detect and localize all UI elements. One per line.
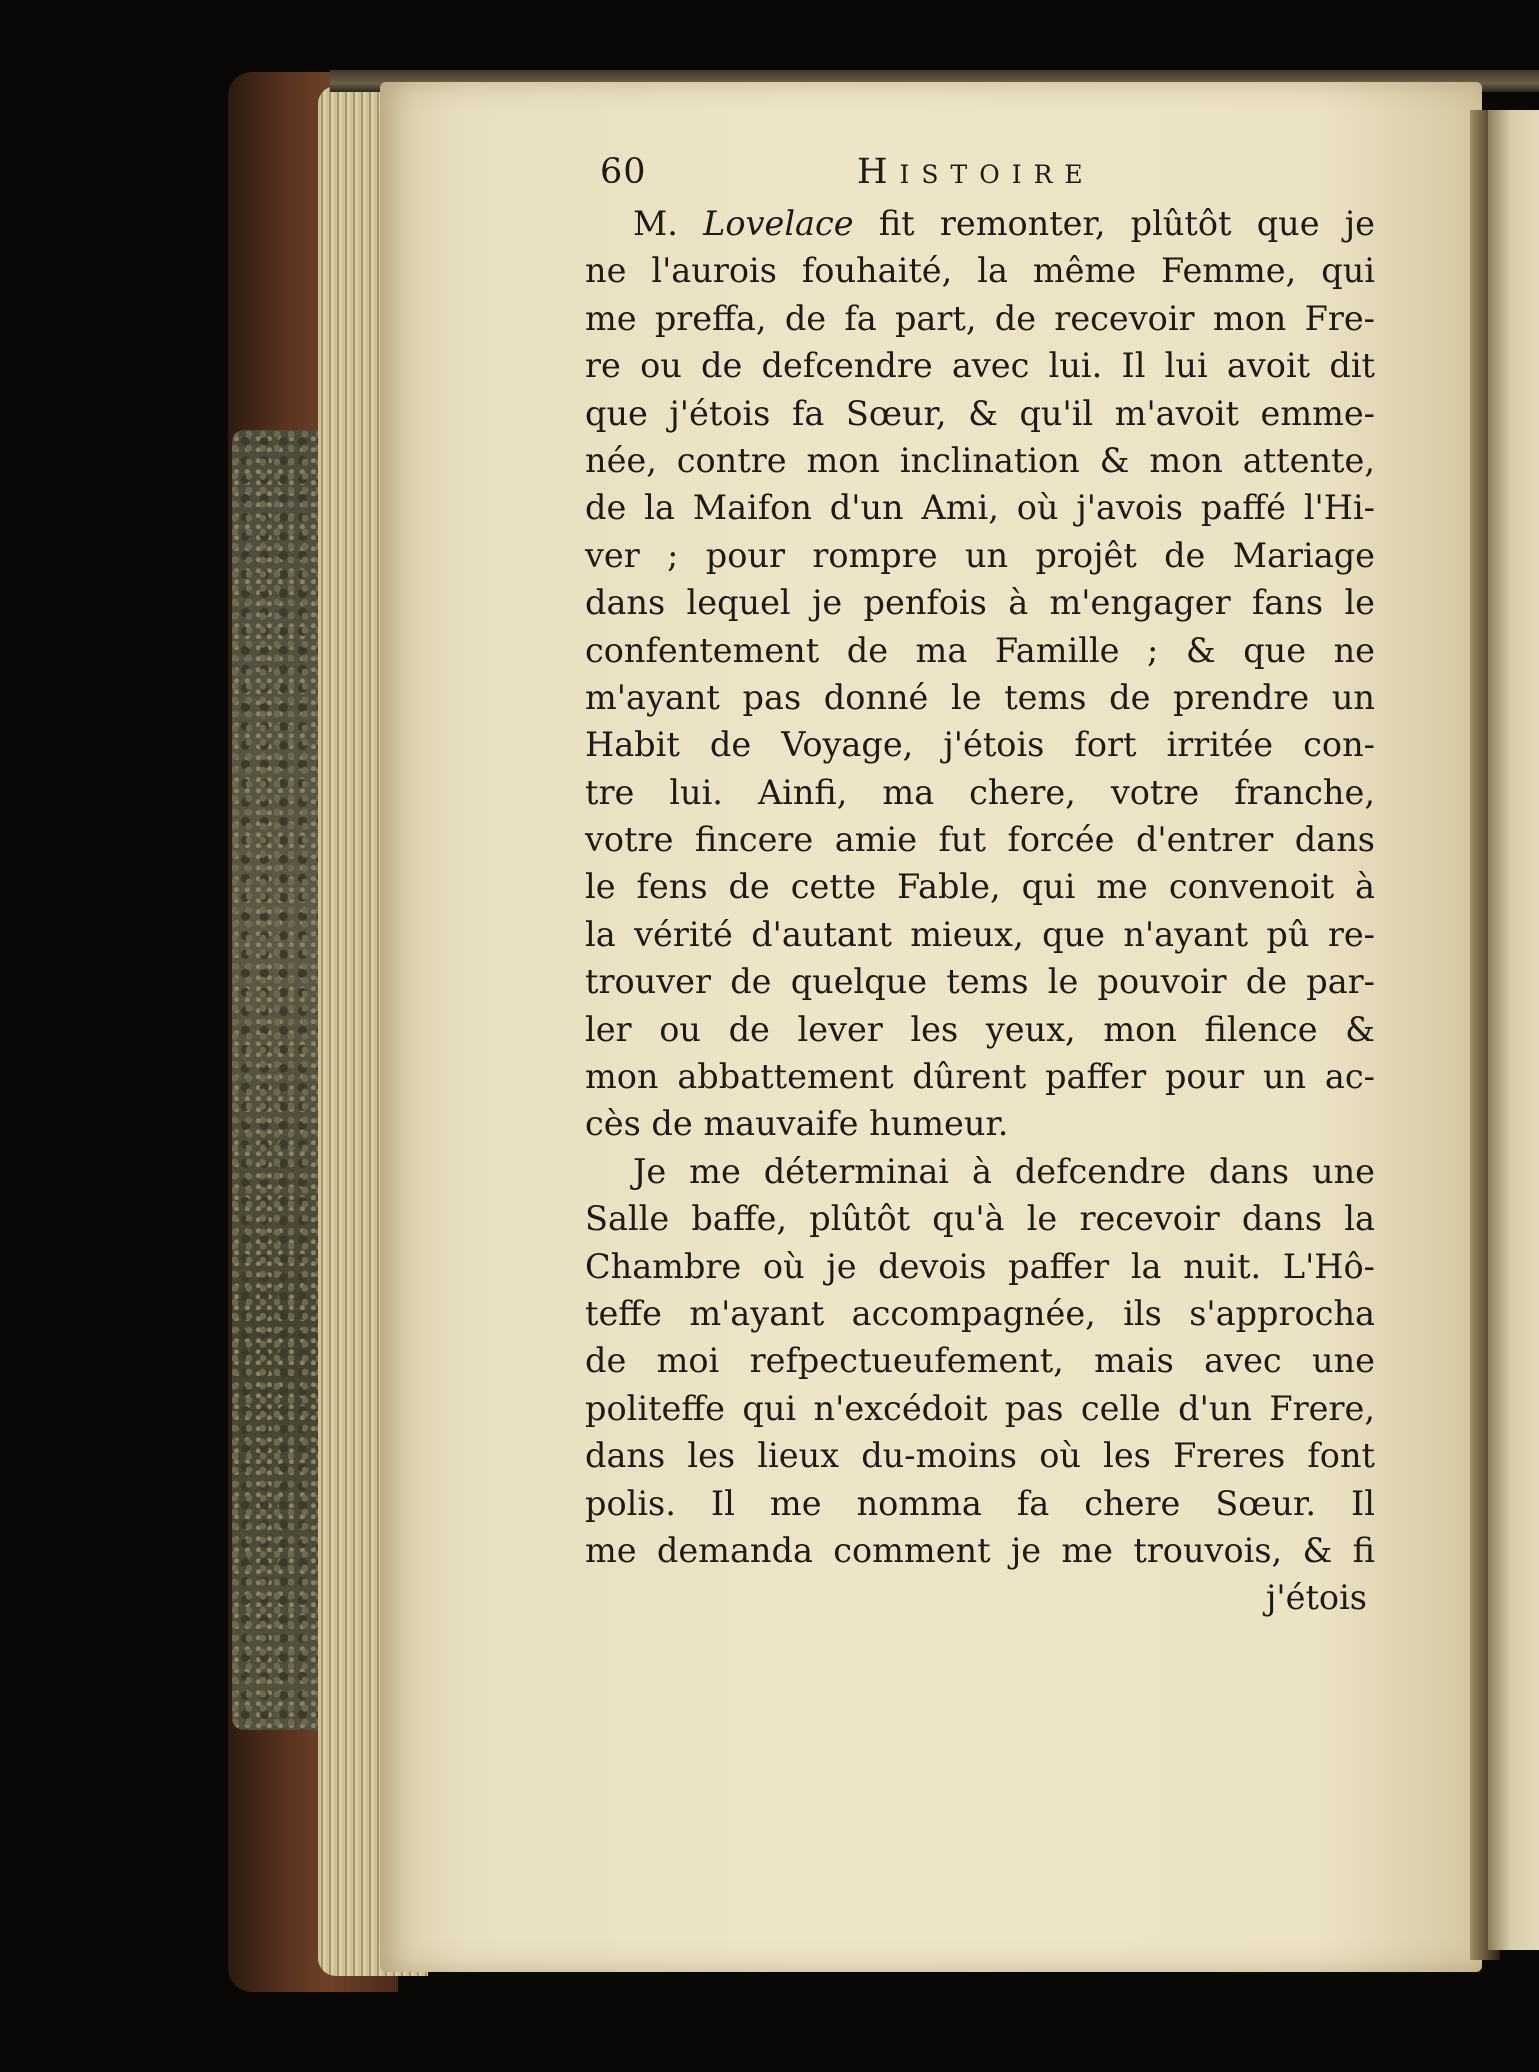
- facing-page-edge: [1488, 110, 1539, 1950]
- character-name: Lovelace: [703, 204, 854, 243]
- text-line: confentement de ma Famille ; & que ne: [585, 630, 1375, 670]
- text-line: que j'étois fa Sœur, & qu'il m'avoit emme-: [585, 393, 1375, 433]
- paragraph-2: [585, 1148, 1375, 1575]
- text-line: me demanda comment je me trouvois, & fi: [585, 1530, 1375, 1570]
- text-line: M. Lovelace fit remonter, plûtôt que je: [633, 204, 1375, 243]
- text-line: votre fincere amie fut forcée d'entrer dans: [585, 820, 1375, 860]
- text-line: teffe m'ayant accompagnée, ils s'approcha: [585, 1293, 1375, 1333]
- text-line: polis. Il me nomma fa chere Sœur. Il: [585, 1483, 1375, 1523]
- text-line: de moi refpectueufement, mais avec une: [585, 1341, 1375, 1381]
- text-line: re ou de defcendre avec lui. Il lui avoit dit: [585, 346, 1375, 386]
- page-text: [585, 150, 1375, 1622]
- text-line: ne l'aurois fouhaité, la même Femme, qui: [585, 251, 1375, 291]
- text-line: ler ou de lever les yeux, mon filence &: [585, 1009, 1375, 1049]
- text-line: m'ayant pas donné le tems de prendre un: [585, 677, 1375, 717]
- text-line: Chambre où je devois paffer la nuit. L'Hô-: [585, 1246, 1375, 1286]
- text-line: la vérité d'autant mieux, que n'ayant pû re-: [585, 914, 1375, 954]
- page-number: 60: [600, 152, 647, 192]
- text-line: tre lui. Ainfi, ma chere, votre franche,: [585, 772, 1375, 812]
- text-line: le fens de cette Fable, qui me convenoit à: [585, 867, 1375, 907]
- text-line: de la Maifon d'un Ami, où j'avois paffé l'Hi-: [585, 488, 1375, 528]
- catchword: j'étois: [1266, 1578, 1367, 1618]
- text-line: Je me déterminai à defcendre dans une: [633, 1151, 1375, 1191]
- page-header: [585, 150, 1375, 200]
- text-line: me preffa, de fa part, de recevoir mon Fre-: [585, 298, 1375, 338]
- text-line: politeffe qui n'excédoit pas celle d'un Frere,: [585, 1388, 1375, 1428]
- text-line: Salle baffe, plûtôt qu'à le recevoir dans la: [585, 1199, 1375, 1239]
- text-line: dans lequel je penfois à m'engager fans le: [585, 583, 1375, 623]
- text-line: Habit de Voyage, j'étois fort irritée con-: [585, 725, 1375, 765]
- paragraph-1: [585, 200, 1375, 1148]
- text-line: dans les lieux du-moins où les Freres font: [585, 1436, 1375, 1476]
- text-line: ver ; pour rompre un projêt de Mariage: [585, 535, 1375, 575]
- text-line: mon abbattement dûrent paffer pour un ac-: [585, 1057, 1375, 1097]
- running-title: Histoire: [857, 152, 1095, 192]
- text-line: cès de mauvaife humeur.: [585, 1104, 1009, 1144]
- text-line: trouver de quelque tems le pouvoir de par-: [585, 962, 1375, 1002]
- text-line: née, contre mon inclination & mon attente,: [585, 440, 1375, 480]
